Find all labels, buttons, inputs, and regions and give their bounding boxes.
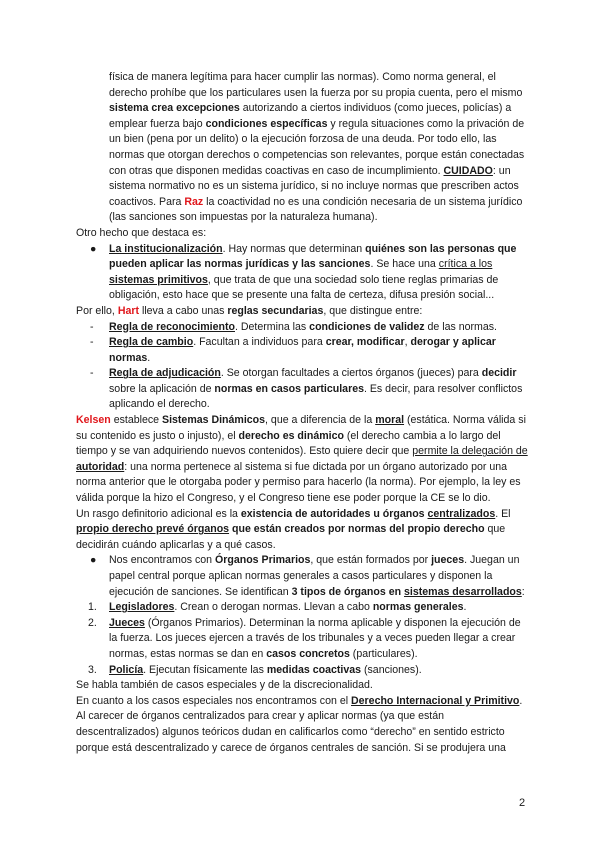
numbered-item-legisladores: 1. Legisladores. Crean o derogan normas. Llevan a cabo normas generales. (76, 600, 528, 616)
bullet-organos-primarios: ● Nos encontramos con Órganos Primarios, que están formados por jueces. Juegan un papel central porque aplican normas generales a casos particulares y disponen la ejecución de sanciones. Se identifican 3 tipos de órganos en sistemas desarrollados: (90, 554, 525, 598)
bullet-marker: ● (90, 242, 97, 255)
dash-item-adjudicacion: - Regla de adjudicación. Se otorgan facultades a ciertos órganos (jueces) para decidir sobre la aplicación de normas en casos particulares. Es decir, para resolver conflictos aplicando el derecho. (90, 367, 523, 411)
numbered-item-policia: 3. Policía. Ejecutan físicamente las medidas coactivas (sanciones). (76, 663, 528, 679)
dash-marker: - (90, 336, 94, 349)
dash-item-cambio: - Regla de cambio. Facultan a individuos para crear, modificar, derogar y aplicar normas. (90, 336, 496, 364)
dash-item-reconocimiento: - Regla de reconocimiento. Determina las condiciones de validez de las normas. (76, 320, 528, 336)
bullet-marker: ● (90, 554, 97, 567)
page-number: 2 (519, 797, 526, 809)
paragraph-hart: Por ello, Hart lleva a cabo unas reglas secundarias, que distingue entre: (76, 304, 423, 317)
paragraph-kelsen: Kelsen establece Sistemas Dinámicos, que a diferencia de la moral (estática. Norma válida si su contenido es justo o injusto), el derecho es dinámico (el derecho cambia a lo largo del tiempo y se van adquiriendo nuevos contenidos). Esto quiere decir que permite la delegación de autoridad: una norma pertenece al sistema si fue dictada por un órgano autorizado por una norma anterior que le otorgaba poder y permiso para hacerlo (la norma). Por ejemplo, la ley es válida porque la hizo el Congreso, y el Congreso tiene ese poder porque la CE se lo dio. (76, 414, 528, 505)
paragraph-otro-hecho: Otro hecho que destaca es: (76, 226, 207, 239)
paragraph-coaccion: física de manera legítima para hacer cumplir las normas). Como norma general, el derecho prohíbe que los particulares usen la fuerza por su propia cuenta, pero el mismo sistema crea excepciones autorizando a ciertos individuos (como jueces, policías) a emplear fuerza bajo condiciones específicas y regula situaciones como la privación de un bien (pena por un delito) o la ejecución forzosa de una deuda. Por todo ello, las normas que otorgan derechos o competencias son relevantes, porque están conectadas con otras que disponen medidas coactivas en caso de incumplimiento. CUIDADO: un sistema normativo no es un sistema jurídico, si no incluye normas que prescriben actos coactivos. Para Raz la coactividad no es una condición necesaria de un sistema jurídico (las sanciones son impuestas por la naturaleza humana). (109, 71, 525, 224)
paragraph-rasgo-definitorio: Un rasgo definitorio adicional es la existencia de autoridades u órganos centralizados. El propio derecho prevé órganos que están creados por normas del propio derecho que decidirán cuándo aplicarlas y a qué casos. (76, 507, 511, 551)
numbered-item-jueces: 2. Jueces (Órganos Primarios). Determinan la norma aplicable y disponen la ejecución de la fuerza. Los jueces ejercen a través de los tribunales y a veces pueden llegar a crear normas, estas normas se dan en casos concretos (particulares). (88, 616, 521, 660)
number-marker: 3. (88, 663, 97, 676)
dash-marker: - (90, 367, 94, 380)
page-content (76, 70, 528, 756)
bullet-institucionalizacion: ● La institucionalización. Hay normas que determinan quiénes son las personas que pueden aplicar las normas jurídicas y las sanciones. Se hace una crítica a los sistemas primitivos, que trata de que una sociedad solo tiene reglas primarias de obligación, esto hace que se presente una falta de certeza, difusa presión social... (90, 242, 517, 302)
number-marker: 1. (88, 601, 97, 614)
number-marker: 2. (88, 616, 97, 629)
paragraph-casos-especiales: Se habla también de casos especiales y de la discrecionalidad. (76, 679, 373, 692)
dash-marker: - (90, 320, 94, 333)
paragraph-derecho-internacional: En cuanto a los casos especiales nos encontramos con el Derecho Internacional y Primitivo. Al carecer de órganos centralizados para crear y aplicar normas (ya que están descentralizados) algunos teóricos dudan en calificarlos como “derecho” en sentido estricto porque está descentralizado y carece de órganos centrales de sanción. Si se produjera una (76, 694, 523, 754)
